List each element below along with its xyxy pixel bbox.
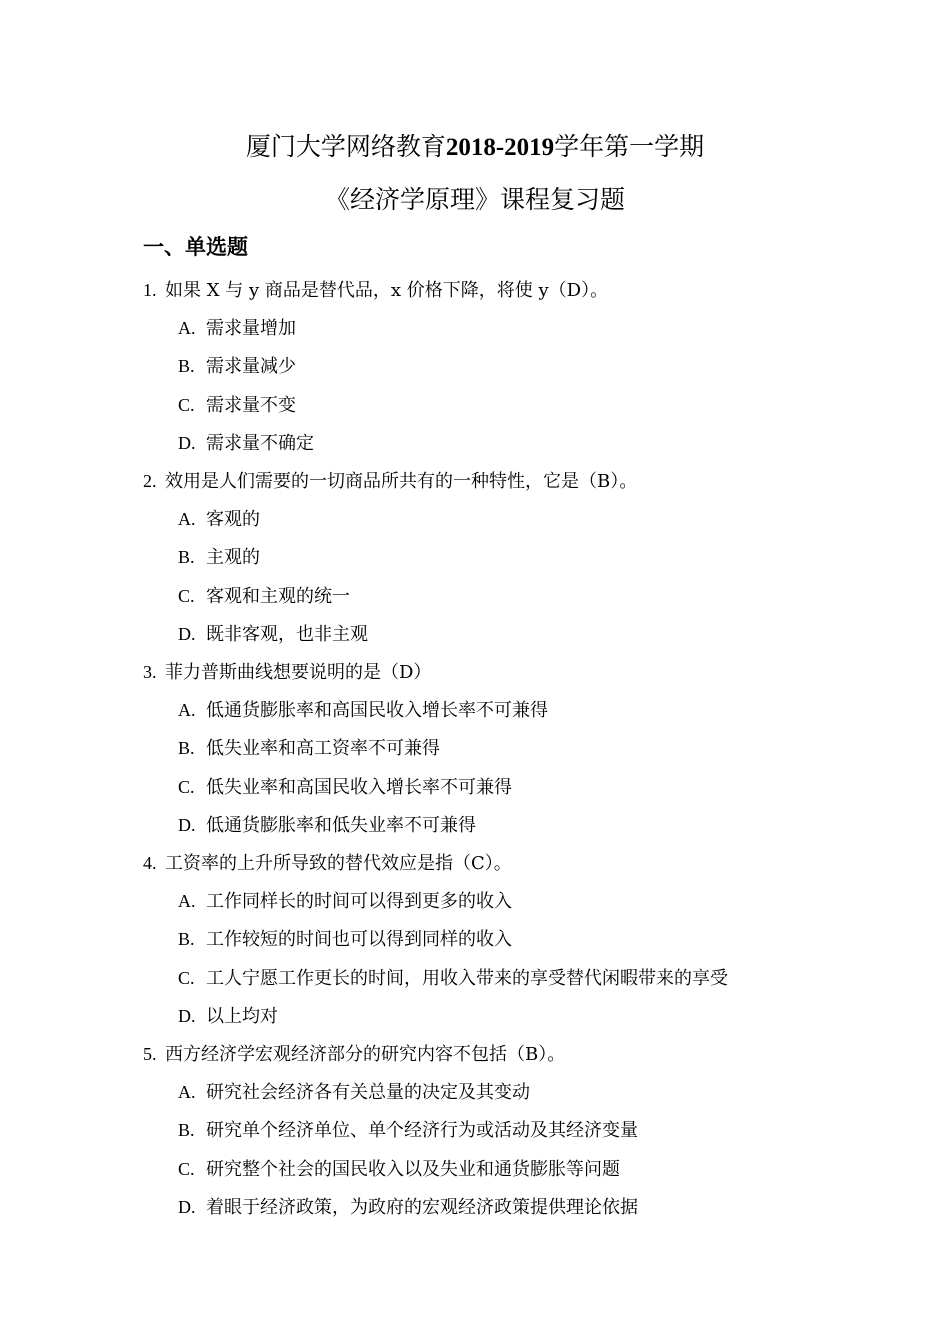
option-letter: A. xyxy=(178,509,196,530)
option-text: 主观的 xyxy=(206,547,260,569)
option-letter: C. xyxy=(178,776,195,797)
option-text: 低失业率和高国民收入增长率不可兼得 xyxy=(206,776,512,798)
option-text: 工作同样长的时间可以得到更多的收入 xyxy=(206,891,512,913)
option-text: 研究整个社会的国民收入以及失业和通货膨胀等问题 xyxy=(206,1158,620,1180)
question-number: 2. xyxy=(143,471,157,491)
question-5-option-d xyxy=(178,1193,638,1219)
question-3-option-c xyxy=(178,773,512,799)
question-text: 菲力普斯曲线想要说明的是（D） xyxy=(165,662,432,683)
option-text: 低通货膨胀率和高国民收入增长率不可兼得 xyxy=(206,700,548,722)
option-text: 需求量增加 xyxy=(206,318,296,340)
option-letter: A. xyxy=(178,318,196,339)
question-number: 5. xyxy=(143,1044,157,1064)
question-4-option-a xyxy=(178,887,512,913)
question-2-option-a xyxy=(178,505,260,531)
option-letter: B. xyxy=(178,929,195,950)
option-text: 研究单个经济单位、单个经济行为或活动及其经济变量 xyxy=(206,1120,638,1142)
option-letter: B. xyxy=(178,738,195,759)
question-1-option-d xyxy=(178,429,314,455)
question-5-option-c xyxy=(178,1155,620,1181)
title-part1: 厦门大学网络教育 xyxy=(245,132,446,161)
option-text: 研究社会经济各有关总量的决定及其变动 xyxy=(206,1082,530,1104)
option-letter: A. xyxy=(178,1082,196,1103)
option-letter: A. xyxy=(178,700,196,721)
option-letter: D. xyxy=(178,432,196,453)
option-letter: D. xyxy=(178,814,196,835)
question-4-option-c xyxy=(178,964,728,990)
question-2-option-c xyxy=(178,582,350,608)
option-letter: B. xyxy=(178,356,195,377)
question-text: 西方经济学宏观经济部分的研究内容不包括（B）。 xyxy=(165,1044,566,1065)
option-text: 客观和主观的统一 xyxy=(206,585,350,607)
question-3-option-a xyxy=(178,696,548,722)
option-text: 低失业率和高工资率不可兼得 xyxy=(206,738,440,760)
option-text: 着眼于经济政策，为政府的宏观经济政策提供理论依据 xyxy=(206,1196,638,1218)
option-letter: D. xyxy=(178,1196,196,1217)
question-4-option-b xyxy=(178,925,512,951)
question-number: 3. xyxy=(143,662,157,682)
option-letter: C. xyxy=(178,585,195,606)
option-text: 工作较短的时间也可以得到同样的收入 xyxy=(206,929,512,951)
option-text: 需求量减少 xyxy=(206,356,296,378)
question-text: 效用是人们需要的一切商品所共有的一种特性，它是（B）。 xyxy=(165,471,638,492)
option-text: 客观的 xyxy=(206,509,260,531)
question-3-option-b xyxy=(178,734,440,760)
question-1-option-c xyxy=(178,391,296,417)
question-3-option-d xyxy=(178,811,476,837)
option-letter: D. xyxy=(178,623,196,644)
question-1-option-a xyxy=(178,314,296,340)
question-3 xyxy=(143,658,431,684)
question-5-option-b xyxy=(178,1116,638,1142)
option-letter: C. xyxy=(178,967,195,988)
option-text: 以上均对 xyxy=(206,1005,278,1027)
section-heading: 一、单选题 xyxy=(143,235,248,259)
question-1 xyxy=(143,276,608,302)
option-text: 需求量不变 xyxy=(206,394,296,416)
option-letter: C. xyxy=(178,1158,195,1179)
option-text: 需求量不确定 xyxy=(206,432,314,454)
option-letter: B. xyxy=(178,547,195,568)
title-years: 2018-2019 xyxy=(445,134,555,161)
question-number: 4. xyxy=(143,853,157,873)
document-title xyxy=(0,127,950,163)
question-text: 如果 X 与 y 商品是替代品，x 价格下降，将使 y（D）。 xyxy=(165,280,609,301)
title-part2: 学年第一学期 xyxy=(554,132,705,161)
option-letter: D. xyxy=(178,1005,196,1026)
document-subtitle: 《经济学原理》课程复习题 xyxy=(324,185,625,214)
option-letter: A. xyxy=(178,891,196,912)
question-4-option-d xyxy=(178,1002,278,1028)
option-text: 既非客观，也非主观 xyxy=(206,623,368,645)
option-letter: B. xyxy=(178,1120,195,1141)
question-number: 1. xyxy=(143,280,157,300)
question-1-option-b xyxy=(178,352,296,378)
option-text: 工人宁愿工作更长的时间，用收入带来的享受替代闲暇带来的享受 xyxy=(206,967,728,989)
question-5-option-a xyxy=(178,1078,530,1104)
question-5 xyxy=(143,1040,565,1066)
option-text: 低通货膨胀率和低失业率不可兼得 xyxy=(206,814,476,836)
question-4 xyxy=(143,849,512,875)
question-2 xyxy=(143,467,637,493)
question-text: 工资率的上升所导致的替代效应是指（C）。 xyxy=(165,853,512,874)
option-letter: C. xyxy=(178,394,195,415)
question-2-option-b xyxy=(178,543,260,569)
question-2-option-d xyxy=(178,620,368,646)
